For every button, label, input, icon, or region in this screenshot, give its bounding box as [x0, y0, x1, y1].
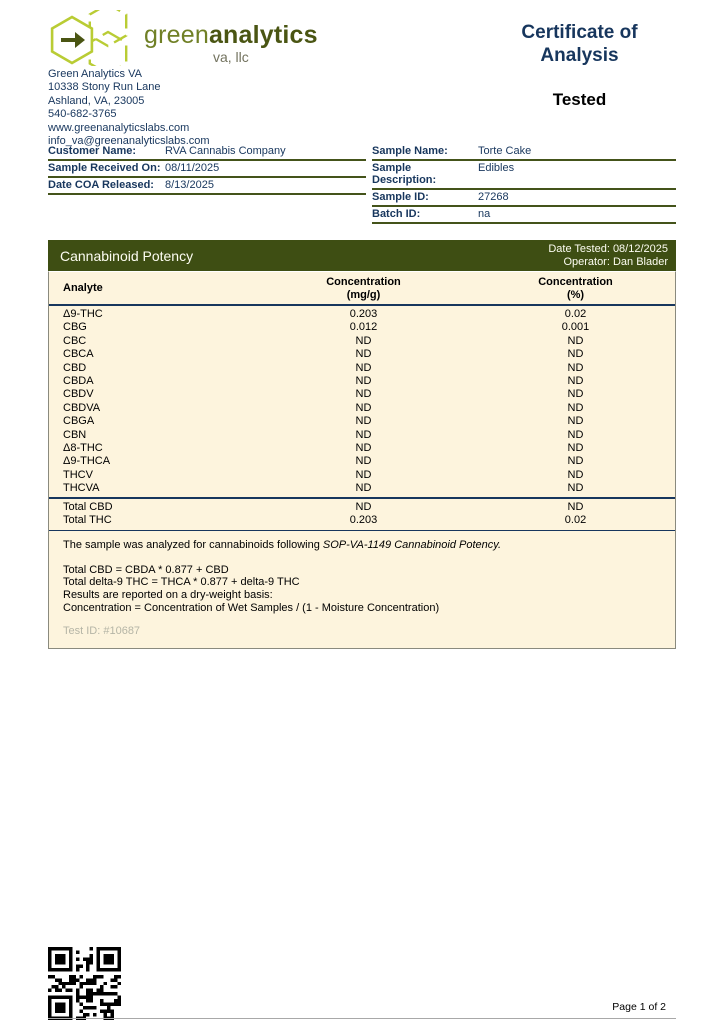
- test-id: Test ID: #10687: [63, 624, 141, 637]
- brand-subtitle: va, llc: [212, 49, 249, 65]
- qr-code: [48, 947, 121, 1020]
- analyte-pct: ND: [567, 401, 584, 414]
- analyte-name: THCVA: [63, 482, 100, 495]
- table-row: [49, 308, 675, 321]
- info-value: 27268: [478, 191, 509, 203]
- info-value: Edibles: [478, 162, 515, 174]
- date-tested: Date Tested: 08/12/2025: [548, 242, 668, 255]
- analyte-pct: ND: [567, 442, 584, 455]
- analyte-mgg: ND: [355, 415, 372, 428]
- table-row: [49, 348, 675, 361]
- analyte-name: CBDA: [63, 375, 94, 388]
- sample-info: [48, 144, 676, 224]
- analyte-pct: ND: [567, 415, 584, 428]
- column-header-concentration-mgg: Concentration (mg/g): [326, 276, 401, 301]
- analyte-mgg: 0.012: [349, 321, 378, 334]
- sample-info-table: [372, 144, 676, 224]
- info-label: Date COA Released:: [48, 179, 154, 191]
- analyte-name: THCV: [63, 468, 93, 481]
- brand-text: [144, 22, 318, 65]
- analyte-name: CBG: [63, 321, 87, 334]
- table-row: [49, 442, 675, 455]
- calculation-notes: [63, 564, 661, 615]
- total-name: Total CBD: [63, 500, 113, 513]
- analyte-pct: ND: [567, 455, 584, 468]
- table-row: [49, 375, 675, 388]
- customer-info-table: [48, 144, 366, 224]
- lab-address-line: 540-682-3765: [48, 108, 117, 121]
- analyte-pct: ND: [567, 468, 584, 481]
- analyte-mgg: ND: [355, 361, 372, 374]
- column-header-concentration-pct: Concentration (%): [538, 276, 613, 301]
- analyte-pct: ND: [567, 348, 584, 361]
- operator: Operator: Dan Blader: [563, 255, 668, 268]
- analyte-mgg: ND: [355, 401, 372, 414]
- lab-address-line: Green Analytics VA: [48, 68, 142, 80]
- total-row: [49, 514, 675, 528]
- analyte-name: CBCA: [63, 348, 94, 361]
- analyte-name: CBC: [63, 334, 87, 347]
- analyte-mgg: ND: [355, 482, 372, 495]
- table-row: [49, 402, 675, 415]
- table-row: [49, 335, 675, 348]
- calculation-line: Concentration = Concentration of Wet Samples / (1 - Moisture Concentration): [63, 602, 440, 615]
- table-row: [49, 482, 675, 495]
- analyte-name: Δ9-THCA: [63, 455, 111, 468]
- info-label: Batch ID:: [372, 208, 421, 220]
- analyte-pct: ND: [567, 388, 584, 401]
- analyte-mgg: ND: [355, 334, 372, 347]
- total-mgg: ND: [355, 500, 372, 513]
- analyte-name: CBD: [63, 361, 87, 374]
- analyte-pct: ND: [567, 482, 584, 495]
- sop-name: SOP-VA-1149 Cannabinoid Potency.: [322, 538, 502, 551]
- info-label: Sample Name:: [372, 145, 448, 157]
- total-pct: 0.02: [564, 514, 587, 527]
- info-label: Sample Description:: [372, 162, 437, 186]
- info-value: 8/13/2025: [165, 179, 214, 191]
- brand-green: green: [144, 21, 209, 49]
- info-row: [48, 144, 366, 161]
- total-row: [49, 501, 675, 515]
- table-header-row: [49, 272, 675, 306]
- total-pct: ND: [567, 500, 584, 513]
- analyte-name: CBDVA: [63, 401, 101, 414]
- lab-address: [48, 68, 210, 148]
- analyte-name: CBDV: [63, 388, 94, 401]
- analyte-pct: ND: [567, 361, 584, 374]
- table-row: [49, 321, 675, 334]
- method-statement: The sample was analyzed for cannabinoids following SOP-VA-1149 Cannabinoid Potency.: [63, 538, 502, 551]
- logo-hexagon-icon: [46, 10, 142, 66]
- info-value: 08/11/2025: [165, 162, 220, 174]
- totals-rows: [49, 497, 675, 531]
- company-logo: [46, 10, 318, 66]
- total-name: Total THC: [63, 514, 112, 527]
- info-row: [48, 161, 366, 178]
- info-label: Customer Name:: [48, 145, 137, 157]
- section-meta: [548, 243, 668, 269]
- info-row: [372, 190, 676, 207]
- calculation-line: Total CBD = CBDA * 0.877 + CBD: [63, 563, 229, 576]
- info-value: na: [478, 208, 491, 220]
- total-mgg: 0.203: [349, 514, 378, 527]
- analyte-mgg: 0.203: [349, 308, 378, 320]
- footer-divider: [48, 1018, 676, 1019]
- potency-table: [48, 271, 676, 649]
- page-number: Page 1 of 2: [612, 1001, 666, 1013]
- analyte-pct: 0.001: [561, 321, 590, 334]
- table-row: [49, 388, 675, 401]
- analyte-mgg: ND: [355, 442, 372, 455]
- info-label: Sample ID:: [372, 191, 429, 203]
- analyte-pct: 0.02: [564, 308, 587, 320]
- info-value: Torte Cake: [478, 145, 532, 157]
- document-title: Certificate of Analysis: [521, 22, 638, 66]
- analyte-mgg: ND: [355, 455, 372, 468]
- analyte-mgg: ND: [355, 375, 372, 388]
- column-header-analyte: Analyte: [63, 282, 103, 295]
- info-value: RVA Cannabis Company: [165, 145, 286, 157]
- analyte-mgg: ND: [355, 428, 372, 441]
- analyte-pct: ND: [567, 428, 584, 441]
- lab-address-line: www.greenanalyticslabs.com: [48, 121, 190, 134]
- test-status: Tested: [552, 90, 607, 109]
- info-row: [372, 144, 676, 161]
- info-label: Sample Received On:: [48, 162, 161, 174]
- info-row: [372, 207, 676, 224]
- lab-address-line: info_va@greenanalyticslabs.com: [48, 135, 210, 148]
- analyte-rows: [49, 306, 675, 497]
- analyte-name: Δ9-THC: [63, 308, 103, 320]
- analyte-name: CBGA: [63, 415, 95, 428]
- analyte-pct: ND: [567, 375, 584, 388]
- brand-analytics: analytics: [208, 21, 318, 49]
- footnote: [49, 531, 675, 648]
- info-row: [372, 161, 676, 190]
- info-row: [48, 178, 366, 195]
- table-row: [49, 415, 675, 428]
- table-row: [49, 469, 675, 482]
- analyte-mgg: ND: [355, 468, 372, 481]
- section-header-bar: [48, 240, 676, 271]
- table-row: [49, 429, 675, 442]
- section-title: Cannabinoid Potency: [60, 247, 194, 264]
- lab-address-line: 10338 Stony Run Lane: [48, 81, 161, 94]
- analyte-mgg: ND: [355, 388, 372, 401]
- table-row: [49, 455, 675, 468]
- analyte-name: Δ8-THC: [63, 442, 103, 455]
- analyte-pct: ND: [567, 334, 584, 347]
- table-row: [49, 362, 675, 375]
- calculation-line: Results are reported on a dry-weight basis:: [63, 589, 273, 602]
- calculation-line: Total delta-9 THC = THCA * 0.877 + delta-9 THC: [63, 576, 300, 589]
- lab-address-line: Ashland, VA, 23005: [48, 94, 145, 107]
- analyte-mgg: ND: [355, 348, 372, 361]
- analyte-name: CBN: [63, 428, 87, 441]
- cannabinoid-potency-section: [48, 240, 676, 649]
